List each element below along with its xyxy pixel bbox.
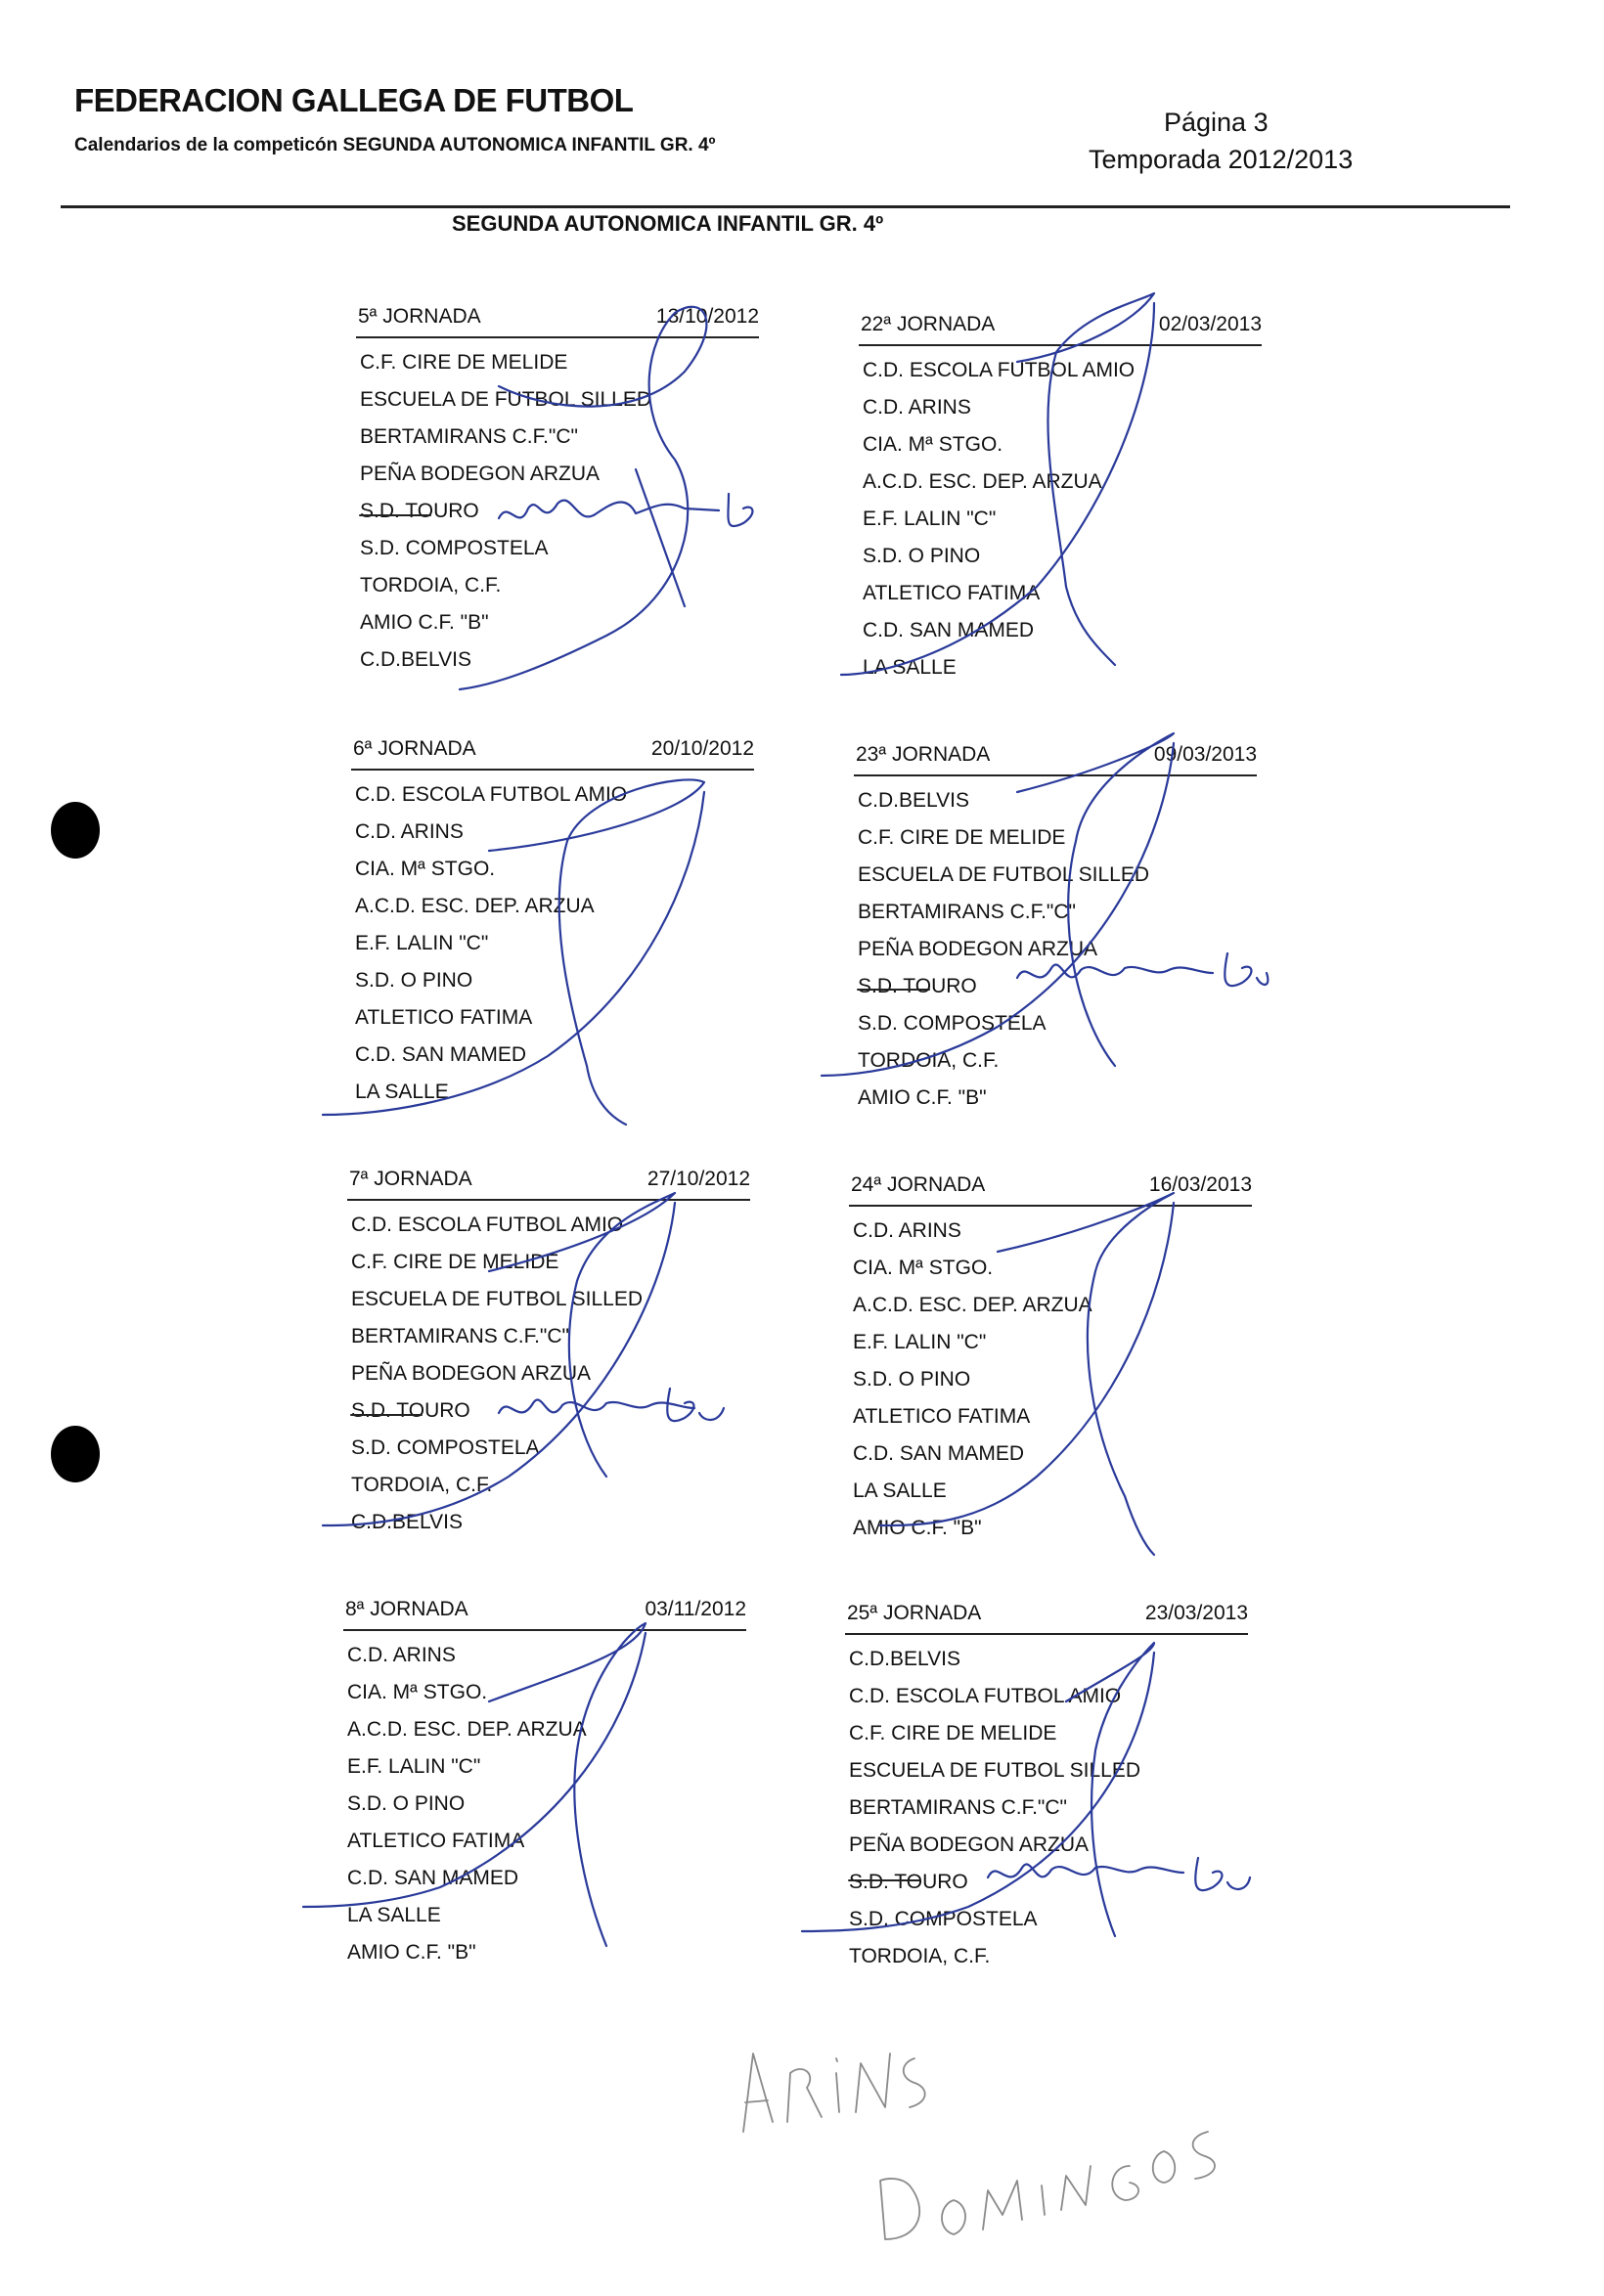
jornada-divider	[347, 1199, 750, 1201]
team-row: PEÑA BODEGON ARZUA	[351, 1362, 592, 1385]
team-row: TORDOIA, C.F.	[849, 1945, 991, 1967]
team-row: C.D.BELVIS	[360, 648, 471, 671]
jornada-name: 24ª JORNADA	[851, 1173, 986, 1196]
team-row: C.D. ESCOLA FUTBOL AMIO	[863, 359, 1136, 381]
team-row: S.D. COMPOSTELA	[849, 1908, 1038, 1930]
team-row: ATLETICO FATIMA	[355, 1006, 533, 1029]
competition-subtitle: Calendarios de la competicón SEGUNDA AUTONOMICA INFANTIL GR. 4º	[74, 135, 716, 155]
team-row: C.D. ARINS	[355, 820, 464, 843]
team-row: C.D. SAN MAMED	[853, 1442, 1025, 1465]
team-row: C.D. ARINS	[863, 396, 971, 419]
team-row: A.C.D. ESC. DEP. ARZUA	[853, 1294, 1092, 1316]
jornada-name: 5ª JORNADA	[358, 305, 481, 328]
team-row: CIA. Mª STGO.	[863, 433, 1003, 456]
jornada-header	[859, 311, 1262, 344]
team-row: S.D. TOURO	[858, 975, 977, 997]
jornada-header	[351, 735, 754, 769]
page-number: Página 3	[1164, 108, 1269, 137]
team-row: C.D.BELVIS	[858, 789, 969, 812]
jornada-date: 27/10/2012	[646, 1168, 750, 1190]
team-row: LA SALLE	[355, 1081, 449, 1103]
jornada-name: 8ª JORNADA	[345, 1598, 468, 1620]
team-row: BERTAMIRANS C.F."C"	[858, 901, 1076, 923]
team-row: C.D. ESCOLA FUTBOL AMIO	[351, 1214, 624, 1236]
jornada-block	[351, 735, 754, 1111]
team-row: A.C.D. ESC. DEP. ARZUA	[863, 470, 1102, 493]
jornada-divider	[343, 1629, 746, 1631]
team-row: C.D.BELVIS	[849, 1648, 960, 1670]
team-row: E.F. LALIN "C"	[347, 1755, 481, 1778]
team-row: C.D. ESCOLA FUTBOL AMIO	[355, 783, 628, 806]
jornada-block	[845, 1600, 1248, 1975]
team-row: C.D. ARINS	[347, 1644, 456, 1666]
jornada-name: 23ª JORNADA	[856, 743, 991, 766]
jornada-divider	[351, 769, 754, 771]
team-row: A.C.D. ESC. DEP. ARZUA	[347, 1718, 587, 1741]
jornada-header	[849, 1171, 1252, 1205]
team-row: C.F. CIRE DE MELIDE	[858, 826, 1066, 849]
jornada-header	[343, 1596, 746, 1629]
team-row: BERTAMIRANS C.F."C"	[360, 425, 578, 448]
team-row: C.F. CIRE DE MELIDE	[849, 1722, 1057, 1744]
team-row: AMIO C.F. "B"	[360, 611, 489, 634]
header-divider	[61, 205, 1510, 208]
team-row: ATLETICO FATIMA	[853, 1405, 1031, 1428]
team-row: E.F. LALIN "C"	[853, 1331, 987, 1353]
pencil-note-domingos	[880, 2132, 1215, 2239]
jornada-divider	[845, 1633, 1248, 1635]
team-row: S.D. TOURO	[849, 1871, 968, 1893]
team-row: C.D. SAN MAMED	[355, 1043, 527, 1066]
jornada-name: 7ª JORNADA	[349, 1168, 472, 1190]
jornada-divider	[854, 774, 1257, 776]
team-row: E.F. LALIN "C"	[355, 932, 489, 954]
team-row: ESCUELA DE FUTBOL SILLED	[858, 863, 1149, 886]
team-row: S.D. TOURO	[351, 1399, 470, 1422]
team-row: AMIO C.F. "B"	[853, 1517, 982, 1539]
team-row: S.D. O PINO	[347, 1792, 466, 1815]
pencil-note-arins	[743, 2053, 925, 2132]
team-row: LA SALLE	[863, 656, 957, 679]
team-row: A.C.D. ESC. DEP. ARZUA	[355, 895, 595, 917]
team-row: C.F. CIRE DE MELIDE	[360, 351, 568, 374]
team-row: CIA. Mª STGO.	[355, 858, 496, 880]
team-row: ATLETICO FATIMA	[863, 582, 1041, 604]
team-row: S.D. COMPOSTELA	[858, 1012, 1047, 1035]
team-row: BERTAMIRANS C.F."C"	[351, 1325, 569, 1347]
team-row: E.F. LALIN "C"	[863, 508, 997, 530]
jornada-name: 6ª JORNADA	[353, 737, 476, 760]
jornada-divider	[356, 336, 759, 338]
team-row: S.D. O PINO	[355, 969, 473, 992]
team-row: PEÑA BODEGON ARZUA	[360, 463, 601, 485]
jornada-date: 20/10/2012	[650, 737, 754, 760]
jornada-date: 09/03/2013	[1153, 743, 1257, 766]
punch-hole	[51, 802, 100, 859]
team-row: S.D. COMPOSTELA	[351, 1436, 540, 1459]
jornada-block	[343, 1596, 746, 1971]
punch-hole	[51, 1426, 100, 1482]
team-row: C.D. SAN MAMED	[347, 1867, 519, 1889]
team-row: LA SALLE	[853, 1479, 947, 1502]
jornada-block	[849, 1171, 1252, 1547]
team-row: C.F. CIRE DE MELIDE	[351, 1251, 559, 1273]
jornada-date: 23/03/2013	[1144, 1602, 1248, 1624]
team-row: AMIO C.F. "B"	[858, 1086, 987, 1109]
team-row: C.D. ARINS	[853, 1219, 961, 1242]
jornada-header	[854, 741, 1257, 774]
team-row: C.D.BELVIS	[351, 1511, 463, 1533]
team-row: CIA. Mª STGO.	[347, 1681, 488, 1703]
jornada-divider	[849, 1205, 1252, 1207]
team-row: C.D. SAN MAMED	[863, 619, 1035, 641]
jornada-block	[859, 311, 1262, 686]
team-row: TORDOIA, C.F.	[351, 1474, 493, 1496]
team-row: ESCUELA DE FUTBOL SILLED	[351, 1288, 643, 1310]
jornada-header	[356, 303, 759, 336]
team-row: S.D. COMPOSTELA	[360, 537, 549, 559]
jornada-name: 25ª JORNADA	[847, 1602, 982, 1624]
jornada-date: 02/03/2013	[1158, 313, 1262, 335]
team-row: ESCUELA DE FUTBOL SILLED	[360, 388, 651, 411]
jornada-block	[854, 741, 1257, 1117]
team-row: TORDOIA, C.F.	[360, 574, 502, 596]
season-label: Temporada 2012/2013	[1089, 145, 1354, 174]
jornada-date: 13/10/2012	[655, 305, 759, 328]
jornada-block	[347, 1166, 750, 1541]
team-row: ATLETICO FATIMA	[347, 1830, 525, 1852]
team-row: PEÑA BODEGON ARZUA	[858, 938, 1098, 960]
jornada-name: 22ª JORNADA	[861, 313, 996, 335]
federation-name: FEDERACION GALLEGA DE FUTBOL	[74, 82, 634, 118]
jornada-header	[845, 1600, 1248, 1633]
team-row: PEÑA BODEGON ARZUA	[849, 1833, 1090, 1856]
jornada-header	[347, 1166, 750, 1199]
team-row: C.D. ESCOLA FUTBOL AMIO	[849, 1685, 1122, 1707]
team-row: ESCUELA DE FUTBOL SILLED	[849, 1759, 1140, 1782]
jornada-date: 16/03/2013	[1148, 1173, 1252, 1196]
team-row: S.D. O PINO	[863, 545, 981, 567]
team-row: AMIO C.F. "B"	[347, 1941, 476, 1964]
competition-title: SEGUNDA AUTONOMICA INFANTIL GR. 4º	[452, 211, 884, 236]
jornada-divider	[859, 344, 1262, 346]
jornada-date: 03/11/2012	[645, 1598, 746, 1620]
jornada-block	[356, 303, 759, 679]
team-row: S.D. TOURO	[360, 500, 479, 522]
team-row: LA SALLE	[347, 1904, 441, 1926]
team-row: BERTAMIRANS C.F."C"	[849, 1796, 1067, 1819]
team-row: TORDOIA, C.F.	[858, 1049, 1000, 1072]
team-row: S.D. O PINO	[853, 1368, 971, 1391]
team-row: CIA. Mª STGO.	[853, 1257, 994, 1279]
